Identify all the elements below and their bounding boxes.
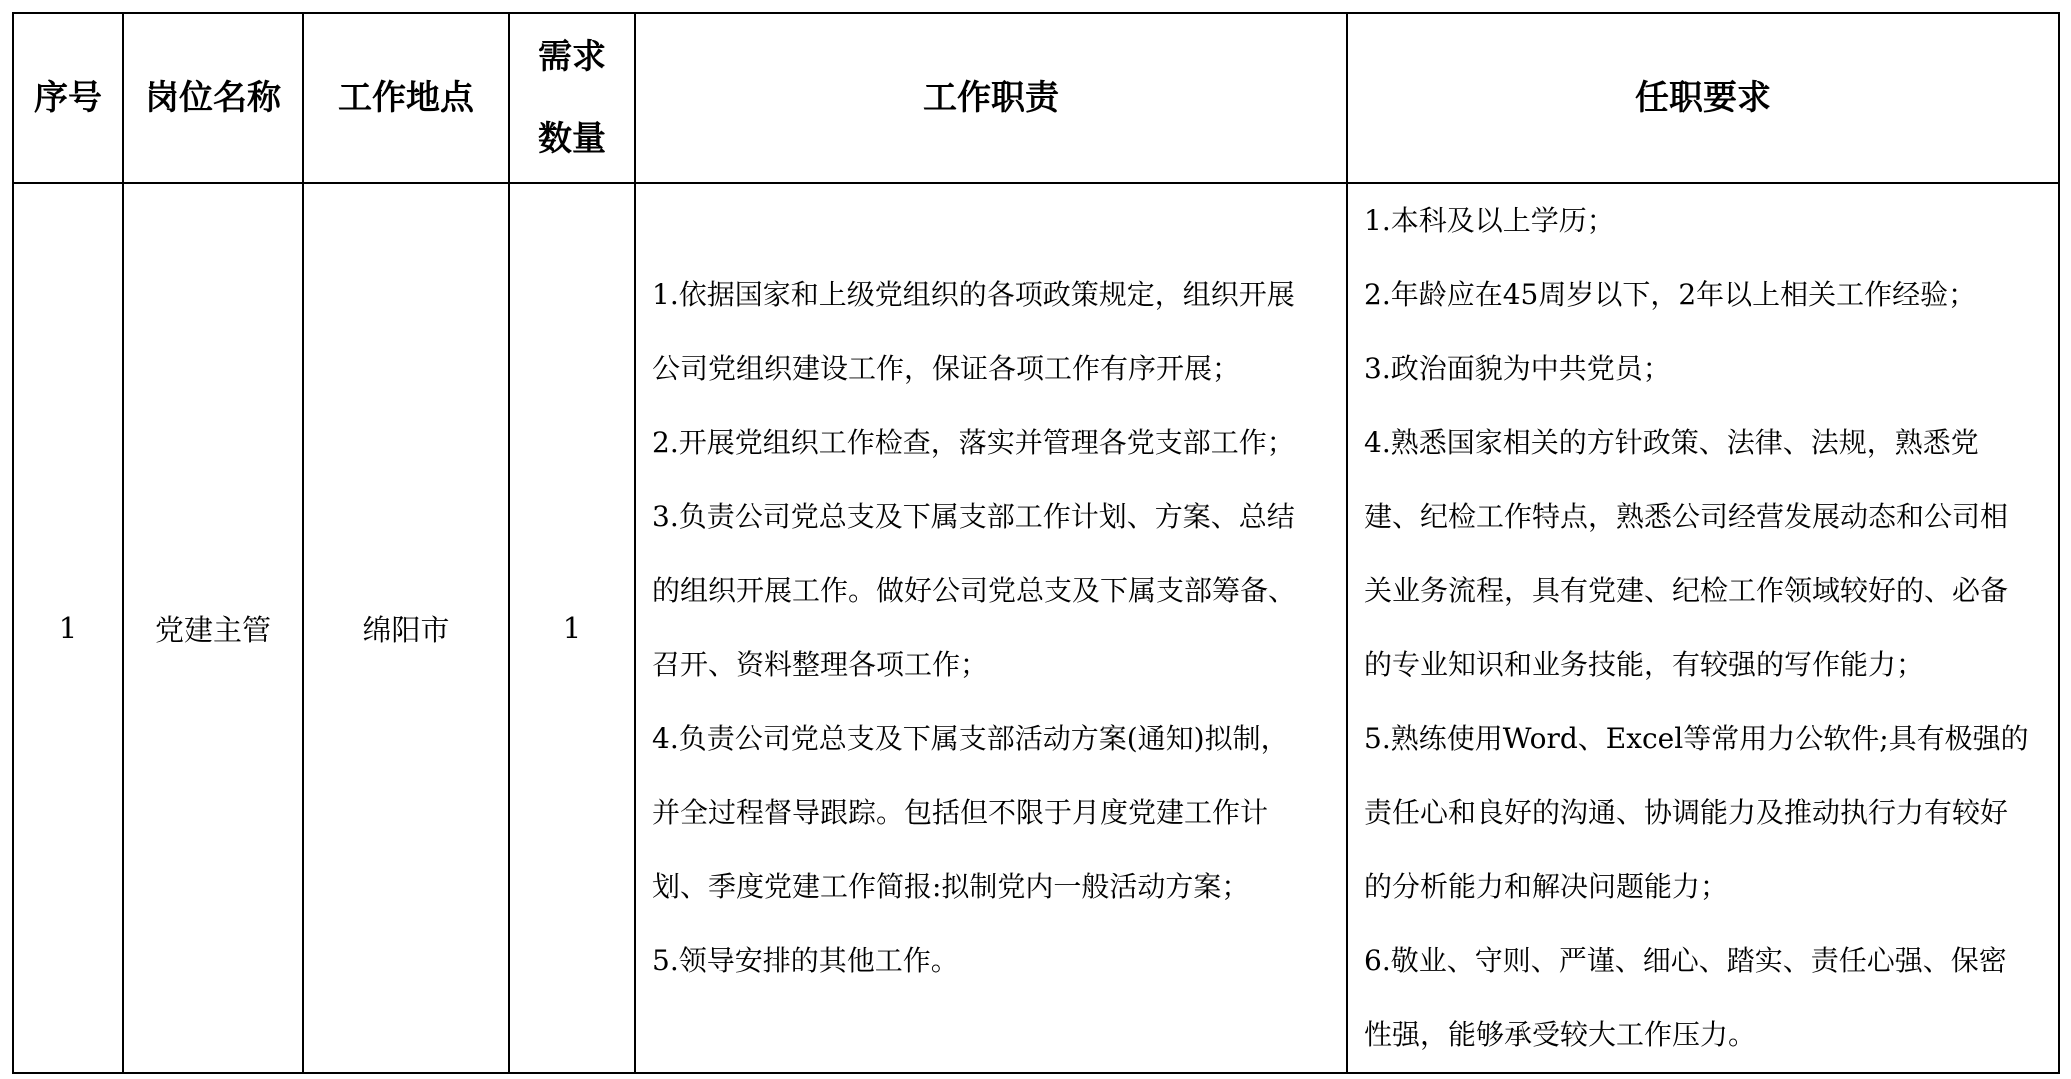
header-work-location: 工作地点 <box>303 13 509 183</box>
duty-line: 1.依据国家和上级党组织的各项政策规定，组织开展 <box>652 278 1295 311</box>
requirement-line: 责任心和良好的沟通、协调能力及推动执行力有较好 <box>1364 796 2009 829</box>
requirement-line: 的专业知识和业务技能，有较强的写作能力； <box>1364 648 1925 681</box>
header-row <box>13 13 2059 183</box>
requirement-line: 5.熟练使用Word、Excel等常用力公软件;具有极强的 <box>1364 722 2029 755</box>
cell-duties <box>635 183 1347 1073</box>
duty-line: 并全过程督导跟踪。包括但不限于月度党建工作计 <box>652 796 1269 829</box>
duty-line: 划、季度党建工作简报:拟制党内一般活动方案； <box>652 870 1250 903</box>
header-quantity <box>509 13 635 183</box>
header-quantity-line2: 数量 <box>538 119 606 159</box>
requirement-line: 关业务流程，具有党建、纪检工作领域较好的、必备 <box>1364 574 2009 607</box>
header-requirements: 任职要求 <box>1347 13 2059 183</box>
cell-index: 1 <box>13 183 123 1073</box>
requirement-line: 2.年龄应在45周岁以下，2年以上相关工作经验； <box>1364 278 1977 311</box>
header-index: 序号 <box>13 13 123 183</box>
header-quantity-line1: 需求 <box>538 37 606 77</box>
duty-line: 3.负责公司党总支及下属支部工作计划、方案、总结 <box>652 500 1295 533</box>
requirement-line: 6.敬业、守则、严谨、细心、踏实、责任心强、保密 <box>1364 944 2007 977</box>
duty-line: 5.领导安排的其他工作。 <box>652 944 959 977</box>
cell-quantity: 1 <box>509 183 635 1073</box>
cell-position-name: 党建主管 <box>123 183 303 1073</box>
duty-line: 4.负责公司党总支及下属支部活动方案(通知)拟制， <box>652 722 1289 755</box>
table-row <box>13 183 2059 1073</box>
requirement-line: 3.政治面貌为中共党员； <box>1364 352 1671 385</box>
requirement-line: 1.本科及以上学历； <box>1364 204 1615 237</box>
duty-line: 召开、资料整理各项工作； <box>652 648 989 681</box>
requirement-line: 4.熟悉国家相关的方针政策、法律、法规，熟悉党 <box>1364 426 1979 459</box>
requirement-line: 的分析能力和解决问题能力； <box>1364 870 1729 903</box>
cell-requirements <box>1347 183 2059 1073</box>
header-position-name: 岗位名称 <box>123 13 303 183</box>
cell-work-location: 绵阳市 <box>303 183 509 1073</box>
job-posting-table <box>12 12 2060 1074</box>
header-duties: 工作职责 <box>635 13 1347 183</box>
duty-line: 公司党组织建设工作，保证各项工作有序开展； <box>652 352 1241 385</box>
requirement-line: 性强，能够承受较大工作压力。 <box>1364 1018 1757 1051</box>
duty-line: 2.开展党组织工作检查，落实并管理各党支部工作； <box>652 426 1295 459</box>
duty-line: 的组织开展工作。做好公司党总支及下属支部筹备、 <box>652 574 1297 607</box>
requirement-line: 建、纪检工作特点，熟悉公司经营发展动态和公司相 <box>1364 500 2009 533</box>
